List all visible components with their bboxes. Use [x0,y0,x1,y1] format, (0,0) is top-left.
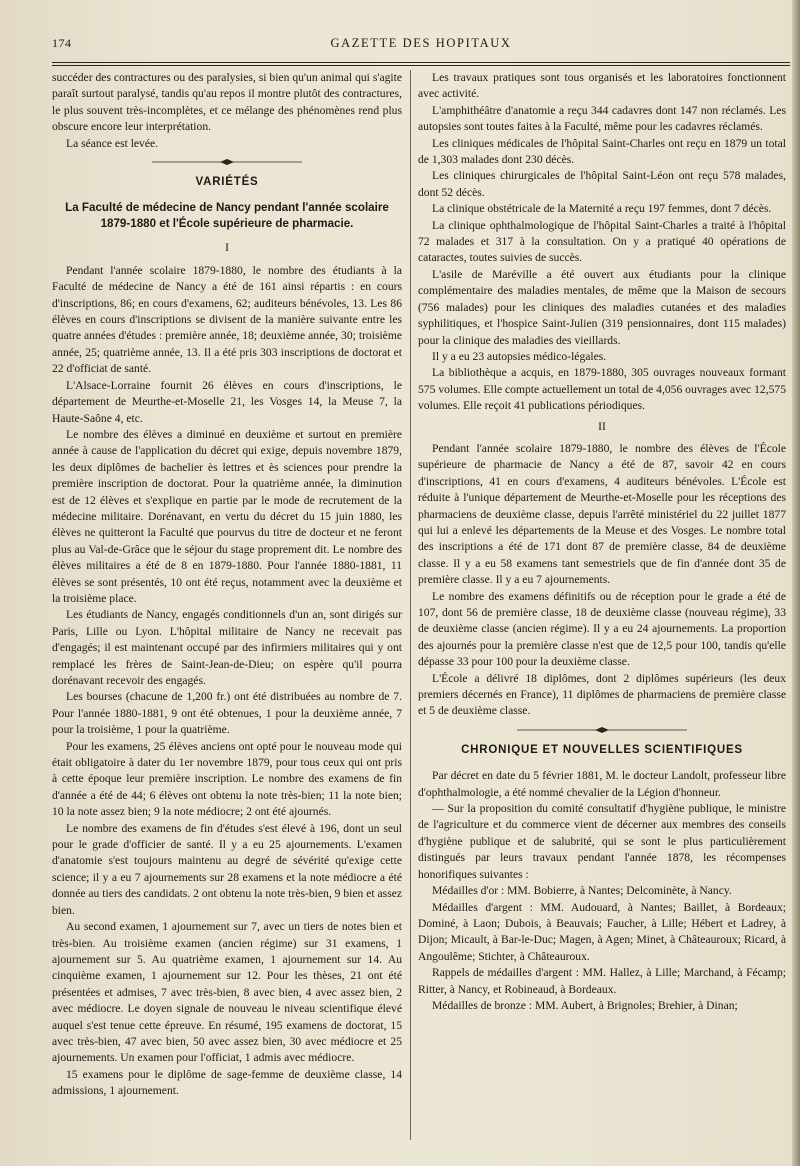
article-title: La Faculté de médecine de Nancy pendant l'année scolaire 1879-1880 et l'École supérieure de pharmacie. [65,201,389,231]
paragraph: L'Alsace-Lorraine fournit 26 élèves en cours d'inscriptions, le département de Meurthe-et-Moselle 21, les Vosges 14, la Meuse 7, la Haute-Saône 4, etc. [52,378,402,425]
paragraph: Les bourses (chacune de 1,200 fr.) ont été distribuées au nombre de 7. Pour l'année 1880-1881, 9 ont été obtenues, 1 pour la deuxième année, 7 pour la troisième, 1 pour la quatrième. [52,690,402,737]
paragraph: La bibliothèque a acquis, en 1879-1880, 305 ouvrages nouveaux formant 575 volumes. Elle compte actuellement un total de 4,056 ouvrages avec 12,575 volumes. Elle reçoit 41 publications périodiques. [418,366,786,413]
paragraph: Il y a eu 23 autopsies médico-légales. [432,349,607,363]
award-line: Médailles d'or : MM. Bobierre, à Nantes; Delcominète, à Nancy. [432,884,732,898]
section-separator [418,720,786,740]
paragraph: — Sur la proposition du comité consultatif d'hygiène publique, le ministre de l'agriculture et du commerce vient de décerner aux membres des conseils d'hygiène publique et de salubrité, qui se sont le plus particulièrement distingués par leurs travaux pendant l'année 1878, les récompenses honorifiques suivantes : [418,802,786,881]
section-title-chronique: CHRONIQUE ET NOUVELLES SCIENTIFIQUES [461,743,743,756]
paragraph: Les étudiants de Nancy, engagés conditionnels d'un an, sont dirigés sur Paris, Lille ou Lyon. L'hôpital militaire de Nancy ne recevait pas d'engagés; il est maintenant occupé par des infirmiers militaires qui y ont remplacé les frères de Saint-Jean-de-Dieu; on espère qu'il pourra dorénavant recevoir des engagés. [52,608,402,687]
header-rule [52,62,790,66]
paragraph: L'École a délivré 18 diplômes, dont 2 diplômes supérieurs (les deux premiers décernés en France), 11 diplômes de pharmaciens de première classe et 5 de deuxième classe. [418,671,786,718]
award-line: Médailles d'argent : MM. Audouard, à Nantes; Baillet, à Bordeaux; Dominé, à Laon; Dubois, à Beauvais; Faucher, à Lille; Hébert et Ladrey, à Dijon; Micault, à Bar-le-Duc; Magen, à Agen; Minet, à Châteauroux; Ricard, à Angoulême; Stichter, à Châteauroux. [418,900,786,963]
book-spine-edge [792,0,800,1166]
paragraph: 15 examens pour le diplôme de sage-femme de deuxième classe, 14 admissions, 1 ajournement. [52,1067,402,1098]
page-header [52,36,790,58]
right-column [418,70,786,1150]
paragraph: La clinique obstétricale de la Maternité a reçu 197 femmes, dont 7 décès. [432,202,772,216]
running-title: GAZETTE DES HOPITAUX [330,36,512,50]
paragraph: L'asile de Maréville a été ouvert aux étudiants pour la clinique complémentaire des maladies mentales, de même que la Maison de secours (756 malades) pour les cliniques des maladies cutanées et des maladies syphilitiques, et l'hospice Saint-Julien (319 pensionnaires, dont 115 malades) pour la clinique des maladies des vieillards. [418,267,786,347]
column-divider [410,70,411,1140]
part-number: I [225,241,229,255]
paragraph: Le nombre des élèves a diminué en deuxième et surtout en première année à cause de l'application du décret qui exige, depuis novembre 1879, les deux diplômes de bachelier ès lettres et ès sciences pour prendre la première inscription de doctorat. Pour la quatrième année, la diminution est de 12 élèves et s'explique en partie par le mode de recrutement de la médecine militaire. Dorénavant, en vertu du décret du 15 juin 1880, les élèves ne quitteront la Faculté que pourvus du titre de docteur et ne feront plus au Val-de-Grâce que le séjour du stage proprement dit. Le nombre des élèves militaires a été de 8 en 1879-1880. Pour l'année 1880-1881, 11 élèves se sont présentés, 10 ont été reçus, notamment avec la deuxième et la troisième place. [52,427,402,605]
paragraph: Au second examen, 1 ajournement sur 7, avec un tiers de notes bien et très-bien. Au troisième examen (ancien régime) sur 31 examens, 1 ajournement sur 5. Au quatrième examen, 1 ajournement sur 14. Au cinquième examen, 1 ajournement sur 12. Pour les thèses, 21 ont été présentées et admises, 7 avec très-bien, 8 avec bien, 4 avec assez bien, 2 avec médiocre. Le doyen signale de nouveau le niveau scientifique élevé auquel s'est tenue cette épreuve. En résumé, 195 examens de doctorat, 15 avec très-bien, 47 avec bien, 50 avec assez bien, 30 avec médiocre et 25 ajournements. Un examen pour l'officiat, 1 admis avec médiocre. [52,920,402,1065]
paragraph: Les travaux pratiques sont tous organisés et les laboratoires fonctionnent avec activité. [418,71,786,101]
section-title-varietes: VARIÉTÉS [195,176,259,189]
paragraph: Les cliniques chirurgicales de l'hôpital Saint-Léon ont reçu 578 malades, dont 52 décès. [418,169,786,199]
paragraph: succéder des contractures ou des paralysies, si bien qu'un animal qui s'agite paraît surtout paralysé, tandis qu'au repos il montre plutôt des contractures, le plus souvent très-incomplètes, et ce mélange des phénomènes rend plus obscure encore leur interprétation. [52,71,402,134]
paragraph: Pour les examens, 25 élèves anciens ont opté pour le nouveau mode qui était obligatoire à dater du 1er novembre 1879, pour tous ceux qui ont pris à cette époque leur première inscription. Le nombre des examens de fin d'année a été de 44; 6 élèves ont obtenu la note très-bien; 11 la note bien; 10 la note assez bien; 9 la note médiocre; 2 ont été ajournés. [52,739,402,819]
paragraph: Pendant l'année scolaire 1879-1880, le nombre des élèves de l'École supérieure de pharmacie de Nancy a été de 87, savoir 42 en cours d'inscriptions, 41 en cours d'examens, 4 auditeurs bénévoles. L'École est réduite à l'unique département de Meurthe-et-Moselle pour les réceptions des pharmaciens de deuxième classe, depuis l'arrêté ministériel du 22 juillet 1877 qui lui a enlevé les départements de la Meuse et des Vosges. Le nombre total des inscriptions a été de 171 dont 87 de première classe, 84 de deuxième classe. Il y a eu 58 examens tant semestriels que de fin d'année dont 35 de première classe. Il y a eu 7 ajournements. [418,441,786,587]
paragraph: La clinique ophthalmologique de l'hôpital Saint-Charles a traité à l'hôpital 72 malades et 317 à la consultation. On y a pratiqué 40 opérations de cataractes, toutes suivies de succès. [418,218,786,265]
award-line: Rappels de médailles d'argent : MM. Hallez, à Lille; Marchand, à Fécamp; Ritter, à Nancy, et Robineaud, à Bordeaux. [418,966,786,996]
paragraph: La séance est levée. [66,136,159,150]
paragraph: Pendant l'année scolaire 1879-1880, le nombre des étudiants à la Faculté de médecine de Nancy a été de 161 ainsi répartis : en cours d'inscriptions, 86; en cours d'examens, 62; auditeurs bénévoles, 13. Les 86 élèves en cours d'inscriptions se divisent de la manière suivante entre les quatre années d'études : première année, 18; deuxième année, 30; troisième année, 25; quatrième année, 13. Il a été pris 303 inscriptions de doctorat et 22 d'officiat de santé. [52,263,402,376]
paragraph: Le nombre des examens de fin d'études s'est élevé à 196, dont un seul pour le grade d'officier de santé. Il y a eu 25 ajournements. L'examen d'anatomie s'est toujours maintenu au degré de sévérité qu'exige cette science; il y a eu 7 ajournements sur 28 examens et la note médiocre a été donnée au tiers des candidats. 2 ont obtenu la note très-bien, 9 bien et assez bien. [52,821,402,917]
page-number: 174 [52,36,72,50]
paragraph: Les cliniques médicales de l'hôpital Saint-Charles ont reçu en 1879 un total de 1,303 malades dont 230 décès. [418,136,786,167]
paragraph: Le nombre des examens définitifs ou de réception pour le grade a été de 107, dont 56 de première classe, 18 de deuxième classe (nouveau régime), 33 de deuxième classe (ancien régime). Il y a eu 24 ajournements. La proportion des ajournés pour la première classe n'est que de 12,5 pour 100, tandis qu'elle dépasse 33 pour 100 pour la deuxième classe. [418,589,786,669]
award-line: Médailles de bronze : MM. Aubert, à Brignoles; Brehier, à Dinan; [432,998,738,1012]
paragraph: Par décret en date du 5 février 1881, M. le docteur Landolt, professeur libre d'ophthalmologie, a été nommé chevalier de la Légion d'honneur. [418,769,786,799]
paragraph: L'amphithéâtre d'anatomie a reçu 344 cadavres dont 147 non réclamés. Les autopsies sont toutes faites à la Faculté, même pour les cadavres réclamés. [418,103,786,134]
section-separator [52,152,402,172]
left-column [52,70,402,1150]
part-number: II [598,419,606,433]
